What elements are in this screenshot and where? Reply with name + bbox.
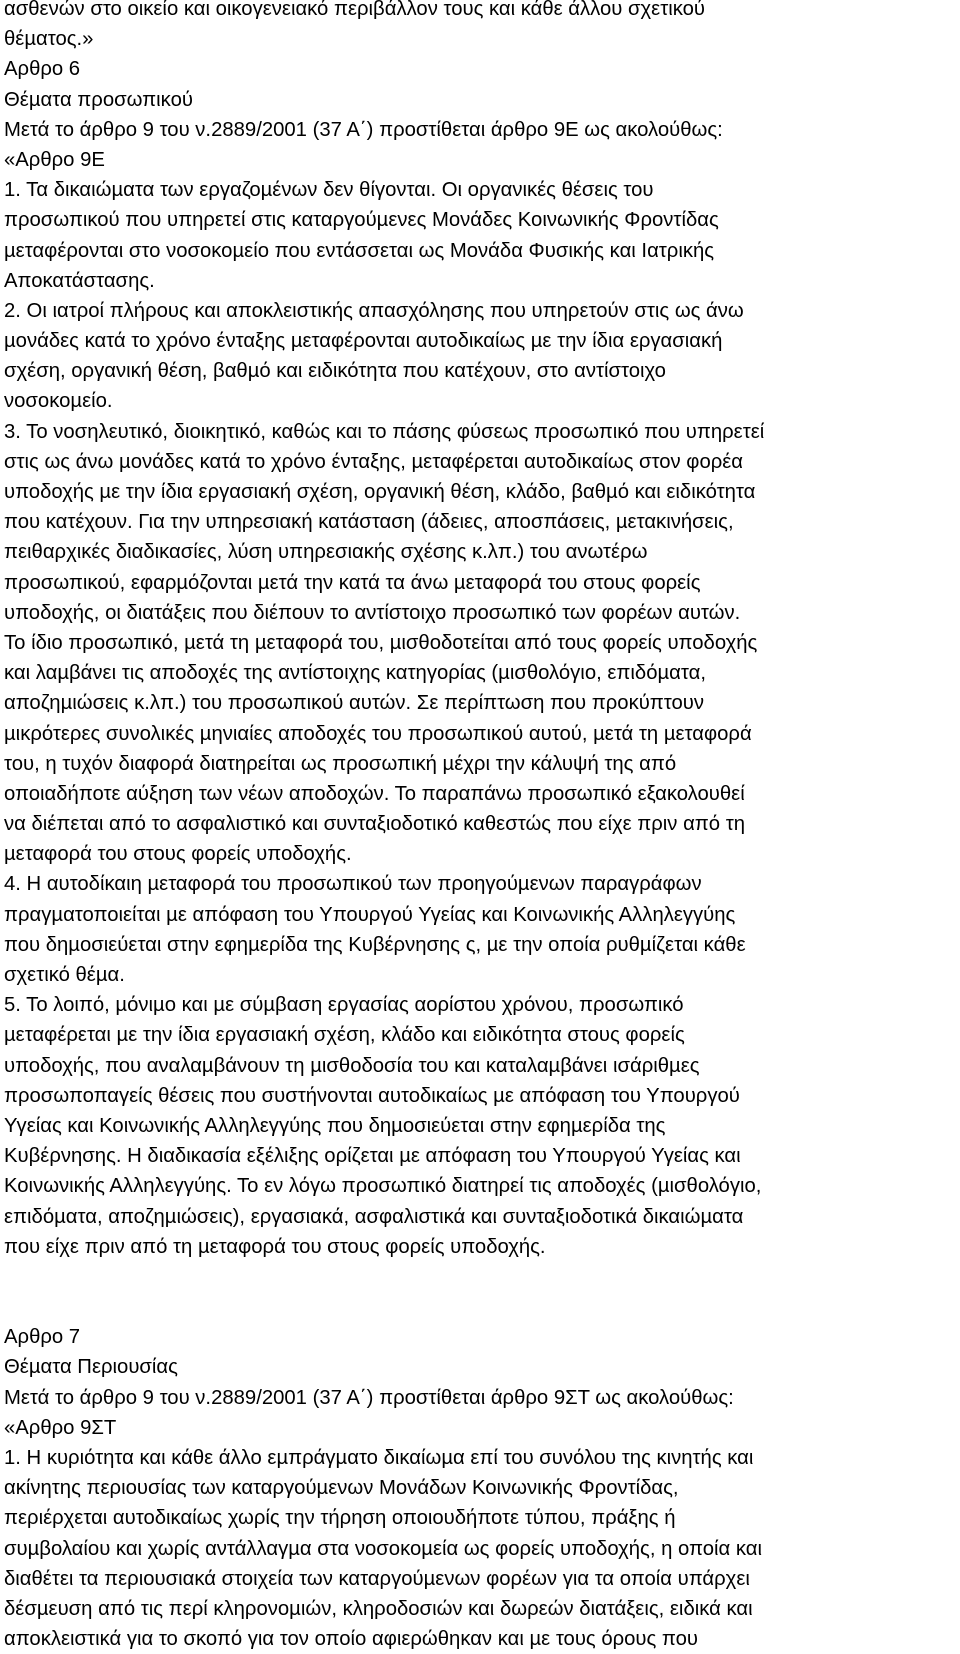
text-line: πειθαρχικές διαδικασίες, λύση υπηρεσιακής σχέσης κ.λπ.) του ανωτέρω	[4, 541, 648, 564]
text-line: 3. Το νοσηλευτικό, διοικητικό, καθώς και το πάσης φύσεως προσωπικό που υπηρετεί	[4, 420, 765, 443]
document-part-1	[4, 0, 954, 1262]
text-line: στις ως άνω µονάδες κατά το χρόνο ένταξης, µεταφέρεται αυτοδικαίως στον φορέα	[4, 450, 744, 473]
text-line: που είχε πριν από τη µεταφορά του στους φορείς υποδοχής.	[4, 1235, 546, 1258]
text-line: Αρθρο 7	[4, 1326, 81, 1349]
text-line: συµβολαίου και χωρίς αντάλλαγµα στα νοσοκοµεία ως φορείς υποδοχής, η οποία και	[4, 1537, 762, 1560]
text-line: νοσοκοµείο.	[4, 390, 113, 413]
text-line: µεταφέρονται στο νοσοκοµείο που εντάσσεται ως Μονάδα Φυσικής και Ιατρικής	[4, 239, 715, 262]
text-line: ασθενών στο οικείο και οικογενειακό περιβάλλον τους και κάθε άλλου σχετικού	[4, 0, 705, 20]
text-line: αποκλειστικά για το σκοπό για τον οποίο αφιερώθηκαν και µε τους όρους που	[4, 1628, 699, 1651]
text-line: να διέπεται από το ασφαλιστικό και συνταξιοδοτικό καθεστώς που είχε πριν από τη	[4, 813, 746, 836]
text-line: αποζηµιώσεις κ.λπ.) του προσωπικού αυτών. Σε περίπτωση που προκύπτουν	[4, 692, 705, 715]
text-line: 1. Τα δικαιώµατα των εργαζοµένων δεν θίγονται. Οι οργανικές θέσεις του	[4, 179, 654, 202]
document-page	[4, 0, 954, 1654]
text-line: µικρότερες συνολικές µηνιαίες αποδοχές του προσωπικού αυτού, µετά τη µεταφορά	[4, 722, 752, 745]
text-line: προσωποπαγείς θέσεις που συστήνονται αυτοδικαίως µε απόφαση του Υπουργού	[4, 1084, 740, 1107]
document-part-2	[4, 1322, 954, 1654]
text-line: «Αρθρο 9Ε	[4, 148, 105, 171]
text-line: προσωπικού, εφαρµόζονται µετά την κατά τα άνω µεταφορά του στους φορείς	[4, 571, 701, 594]
text-line: του, η τυχόν διαφορά διατηρείται ως προσωπική µέχρι την κάλυψή της από	[4, 752, 677, 775]
text-line: Θέµατα Περιουσίας	[4, 1356, 178, 1379]
text-line: µονάδες κατά το χρόνο ένταξης µεταφέρονται αυτοδικαίως µε την ίδια εργασιακή	[4, 330, 723, 353]
text-line: Θέµατα προσωπικού	[4, 88, 193, 111]
text-line: προσωπικού που υπηρετεί στις καταργούµενες Μονάδες Κοινωνικής Φροντίδας	[4, 209, 719, 232]
text-line: υποδοχής, οι διατάξεις που διέπουν το αντίστοιχο προσωπικό των φορέων αυτών.	[4, 601, 741, 624]
text-line: υποδοχής µε την ίδια εργασιακή σχέση, οργανική θέση, κλάδο, βαθµό και ειδικότητα	[4, 481, 756, 503]
text-line: περιέρχεται αυτοδικαίως χωρίς την τήρηση οποιουδήποτε τύπου, πράξης ή	[4, 1507, 676, 1530]
text-line: επιδόµατα, αποζηµιώσεις), εργασιακά, ασφαλιστικά και συνταξιοδοτικά δικαιώµατα	[4, 1205, 744, 1228]
text-line: πραγµατοποιείται µε απόφαση του Υπουργού Υγείας και Κοινωνικής Αλληλεγγύης	[4, 903, 736, 926]
text-line: οποιαδήποτε αύξηση των νέων αποδοχών. Το παραπάνω προσωπικό εξακολουθεί	[4, 782, 745, 805]
text-line: δέσµευση από τις περί κληρονοµιών, κληροδοσιών και δωρεών διατάξεις, ειδικά και	[4, 1597, 753, 1620]
text-line: µεταφέρεται µε την ίδια εργασιακή σχέση, κλάδο και ειδικότητα στους φορείς	[4, 1024, 685, 1047]
text-line: Το ίδιο προσωπικό, µετά τη µεταφορά του, µισθοδοτείται από τους φορείς υποδοχής	[4, 631, 758, 654]
text-line: υποδοχής, που αναλαµβάνουν τη µισθοδοσία του και καταλαµβάνει ισάριθµες	[4, 1054, 700, 1077]
text-line: Αρθρο 6	[4, 58, 81, 81]
text-line: «Αρθρο 9ΣΤ	[4, 1416, 117, 1439]
text-line: Μετά το άρθρο 9 του ν.2889/2001 (37 Α΄) προστίθεται άρθρο 9ΣΤ ως ακολούθως:	[4, 1386, 734, 1409]
text-line: Υγείας και Κοινωνικής Αλληλεγγύης που δηµοσιεύεται στην εφηµερίδα της	[4, 1114, 666, 1137]
text-line: και λαµβάνει τις αποδοχές της αντίστοιχης κατηγορίας (µισθολόγιο, επιδόµατα,	[4, 662, 706, 685]
text-line: Κοινωνικής Αλληλεγγύης. Το εν λόγω προσωπικό διατηρεί τις αποδοχές (µισθολόγιο,	[4, 1175, 762, 1198]
text-line: Αποκατάστασης.	[4, 269, 155, 292]
text-line: που κατέχουν. Για την υπηρεσιακή κατάσταση (άδειες, αποσπάσεις, µετακινήσεις,	[4, 511, 734, 534]
text-line: µεταφορά του στους φορείς υποδοχής.	[4, 843, 352, 866]
text-line: Μετά το άρθρο 9 του ν.2889/2001 (37 Α΄) προστίθεται άρθρο 9Ε ως ακολούθως:	[4, 118, 723, 141]
text-line: σχετικό θέµα.	[4, 964, 125, 986]
text-line: 2. Οι ιατροί πλήρους και αποκλειστικής απασχόλησης που υπηρετούν στις ως άνω	[4, 299, 744, 322]
section-gap	[4, 1262, 954, 1322]
text-line: σχέση, οργανική θέση, βαθµό και ειδικότητα που κατέχουν, στο αντίστοιχο	[4, 360, 666, 383]
text-line: 1. Η κυριότητα και κάθε άλλο εµπράγµατο δικαίωµα επί του συνόλου της κινητής και	[4, 1447, 754, 1470]
text-line: που δηµοσιεύεται στην εφηµερίδα της Κυβέρνησης ς, µε την οποία ρυθµίζεται κάθε	[4, 933, 746, 956]
text-line: Κυβέρνησης. Η διαδικασία εξέλιξης ορίζεται µε απόφαση του Υπουργού Υγείας και	[4, 1145, 741, 1168]
text-line: 5. Το λοιπό, µόνιµο και µε σύµβαση εργασίας αορίστου χρόνου, προσωπικό	[4, 994, 684, 1017]
text-line: ακίνητης περιουσίας των καταργούµενων Μονάδων Κοινωνικής Φροντίδας,	[4, 1477, 679, 1500]
text-line: 4. Η αυτοδίκαιη µεταφορά του προσωπικού των προηγούµενων παραγράφων	[4, 873, 702, 896]
text-line: θέµατος.»	[4, 28, 94, 51]
text-line: διαθέτει τα περιουσιακά στοιχεία των καταργούµενων φορέων για τα οποία υπάρχει	[4, 1567, 750, 1590]
